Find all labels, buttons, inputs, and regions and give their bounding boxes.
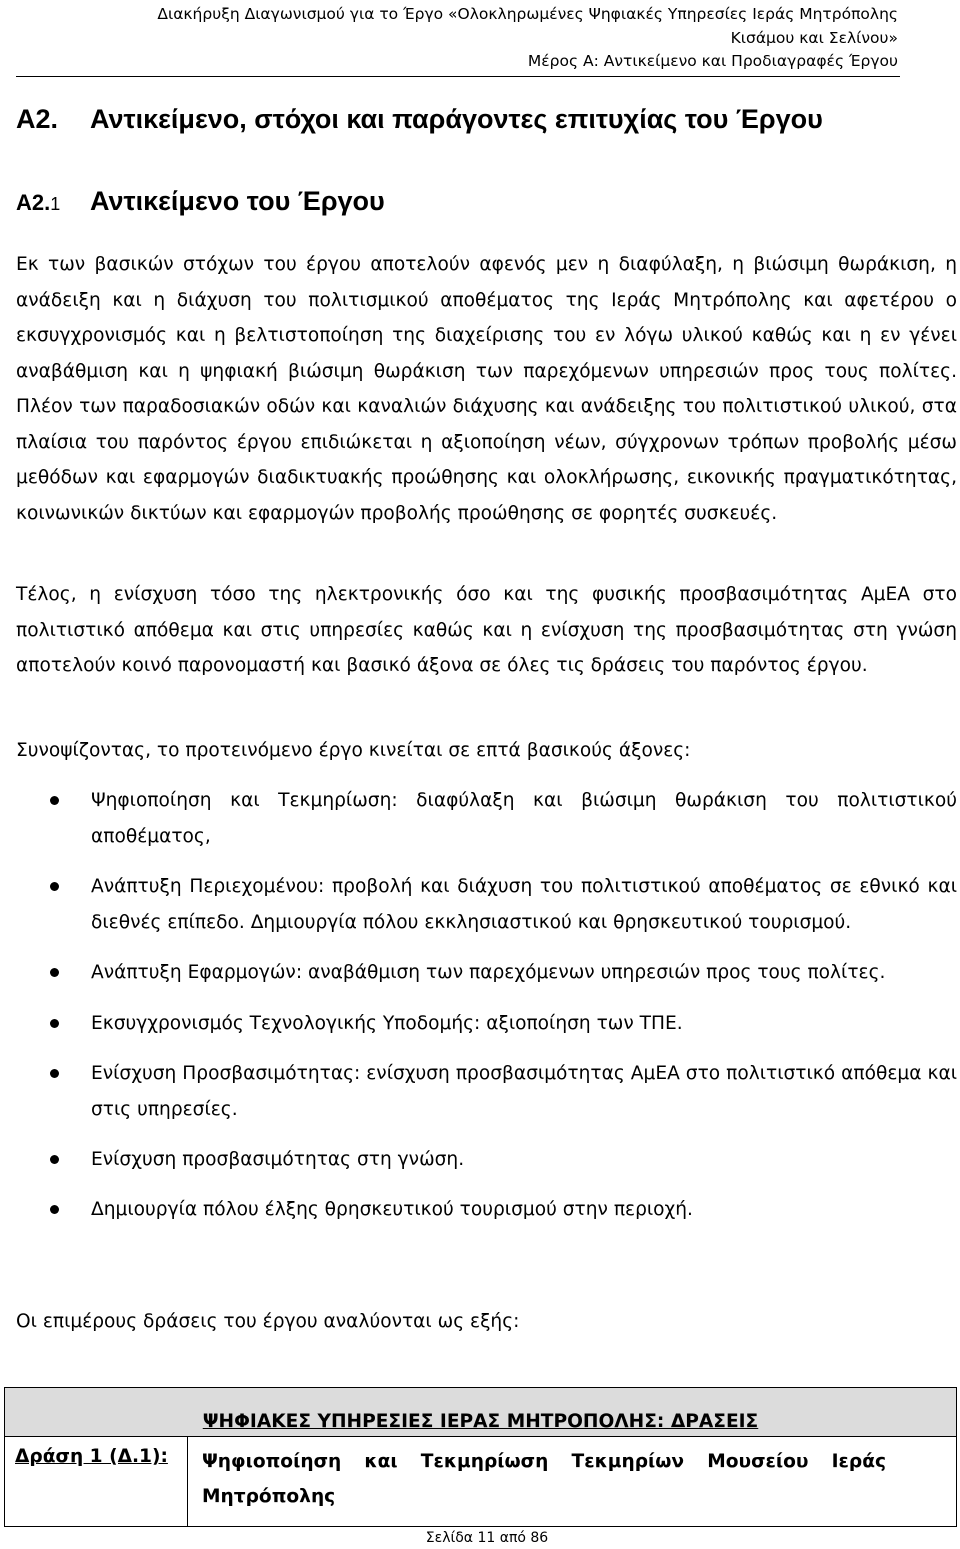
header-part-line: Μέρος Α: Αντικείμενο και Προδιαγραφές Έργου <box>527 52 898 70</box>
list-item <box>16 1006 957 1042</box>
paragraph-objectives: Εκ των βασικών στόχων του έργου αποτελούν αφενός μεν η διαφύλαξη, η βιώσιμη θωράκιση, η ανάδειξη και η διάχυση του πολιτισμικού αποθέματος της Ιεράς Μητρόπολης και αφετέρου ο εκσυγχρονισμός και η βελτιστοποίηση της διαχείρισης του εν λόγω υλικού καθώς και η εν γένει αναβάθμιση και η ψηφιακή βιώσιμη θωράκιση των παρεχόμενων υπηρεσιών προς τους πολίτες. Πλέον των παραδοσιακών οδών και καναλιών διάχυσης και ανάδειξης του πολιτιστικού υλικού, στα πλαίσια του παρόντος έργου επιδιώκεται η αξιοποίηση νέων, σύγχρονων τρόπων προβολής μέσω μεθόδων και εφαρμογών διαδικτυακής προώθησης και ολοκλήρωσης, εικονικής πραγματικότητας, κοινωνικών δικτύων και εφαρμογών προβολής προώθησης σε φορητές συσκευές. <box>16 254 957 524</box>
paragraph-actions-intro: Οι επιμέρους δράσεις του έργου αναλύονται ως εξής: <box>16 1311 520 1332</box>
list-item-text: Ενίσχυση Προσβασιμότητας: ενίσχυση προσβασιμότητας ΑμΕΑ στο πολιτιστικό απόθεμα και στις υπηρεσίες. <box>91 1063 957 1120</box>
subsection-number <box>16 190 90 216</box>
actions-table <box>4 1387 957 1527</box>
header-title-line-1: Διακήρυξη Διαγωνισμού για το Έργο «Ολοκληρωμένες Ψηφιακές Υπηρεσίες Ιεράς Μητρόπολης <box>157 5 898 23</box>
page-number: Σελίδα 11 από 86 <box>425 1530 549 1546</box>
section-number: Α2. <box>16 104 59 134</box>
list-item <box>16 1056 957 1127</box>
list-item-text: Δημιουργία πόλου έλξης θρησκευτικού τουρισμού στην περιοχή. <box>91 1198 693 1220</box>
bullet-icon <box>50 882 59 891</box>
table-header-text: ΨΗΦΙΑΚΕΣ ΥΠΗΡΕΣΙΕΣ ΙΕΡΑΣ ΜΗΤΡΟΠΟΛΗΣ: ΔΡΑΣΕΙΣ <box>202 1411 759 1432</box>
list-item <box>16 783 957 854</box>
paragraph-summary-intro: Συνοψίζοντας, το προτεινόμενο έργο κινείται σε επτά βασικούς άξονες: <box>16 740 691 761</box>
bullet-icon <box>50 796 59 805</box>
paragraph-accessibility: Τέλος, η ενίσχυση τόσο της ηλεκτρονικής όσο και της φυσικής προσβασιμότητας ΑμΕΑ στο πολιτιστικό απόθεμα και στις υπηρεσίες καθώς και η ενίσχυση της προσβασιμότητας στη γνώση αποτελούν κοινό παρονομαστή και βασικό άξονα σε όλες τις δράσεις του παρόντος έργου. <box>16 584 957 676</box>
section-title: Αντικείμενο, στόχοι και παράγοντες επιτυχίας του Έργου <box>90 104 823 134</box>
list-item-text: Ψηφιοποίηση και Τεκμηρίωση: διαφύλαξη και βιώσιμη θωράκιση του πολιτιστικού αποθέματος, <box>91 790 957 847</box>
bullet-icon <box>50 968 59 977</box>
list-item-text: Εκσυγχρονισμός Τεχνολογικής Υποδομής: αξιοποίηση των ΤΠΕ. <box>91 1012 683 1034</box>
list-item-text: Ενίσχυση προσβασιμότητας στη γνώση. <box>91 1149 465 1170</box>
table-row <box>5 1437 957 1527</box>
subsection-heading <box>16 186 385 217</box>
bullet-icon <box>50 1205 59 1214</box>
action-label: Δράση 1 (Δ.1): <box>5 1437 188 1527</box>
axes-list <box>16 783 957 1227</box>
subsection-number-sub: 1 <box>50 194 61 214</box>
table-header-row <box>5 1388 957 1437</box>
list-item <box>16 1192 957 1228</box>
page-header <box>0 0 960 76</box>
bullet-icon <box>50 1155 59 1164</box>
bullet-icon <box>50 1019 59 1028</box>
list-item <box>16 1142 957 1178</box>
list-item <box>16 869 957 940</box>
subsection-number-main: Α2. <box>16 190 51 215</box>
section-heading <box>16 104 823 135</box>
header-divider <box>16 76 900 77</box>
list-item <box>16 955 957 991</box>
action-description: Ψηφιοποίηση και Τεκμηρίωση Τεκμηρίων Μουσείου Ιεράς Μητρόπολης <box>188 1437 957 1527</box>
list-item-text: Ανάπτυξη Εφαρμογών: αναβάθμιση των παρεχόμενων υπηρεσιών προς τους πολίτες. <box>91 962 886 983</box>
page-footer <box>0 1530 960 1546</box>
subsection-title: Αντικείμενο του Έργου <box>90 186 385 216</box>
header-title-line-2: Κισάμου και Σελίνου» <box>730 29 898 47</box>
list-item-text: Ανάπτυξη Περιεχομένου: προβολή και διάχυση του πολιτιστικού αποθέματος σε εθνικό και διεθνές επίπεδο. Δημιουργία πόλου εκκλησιαστικού και θρησκευτικού τουρισμού. <box>91 876 957 933</box>
table-header-cell <box>5 1388 957 1437</box>
bullet-icon <box>50 1069 59 1078</box>
